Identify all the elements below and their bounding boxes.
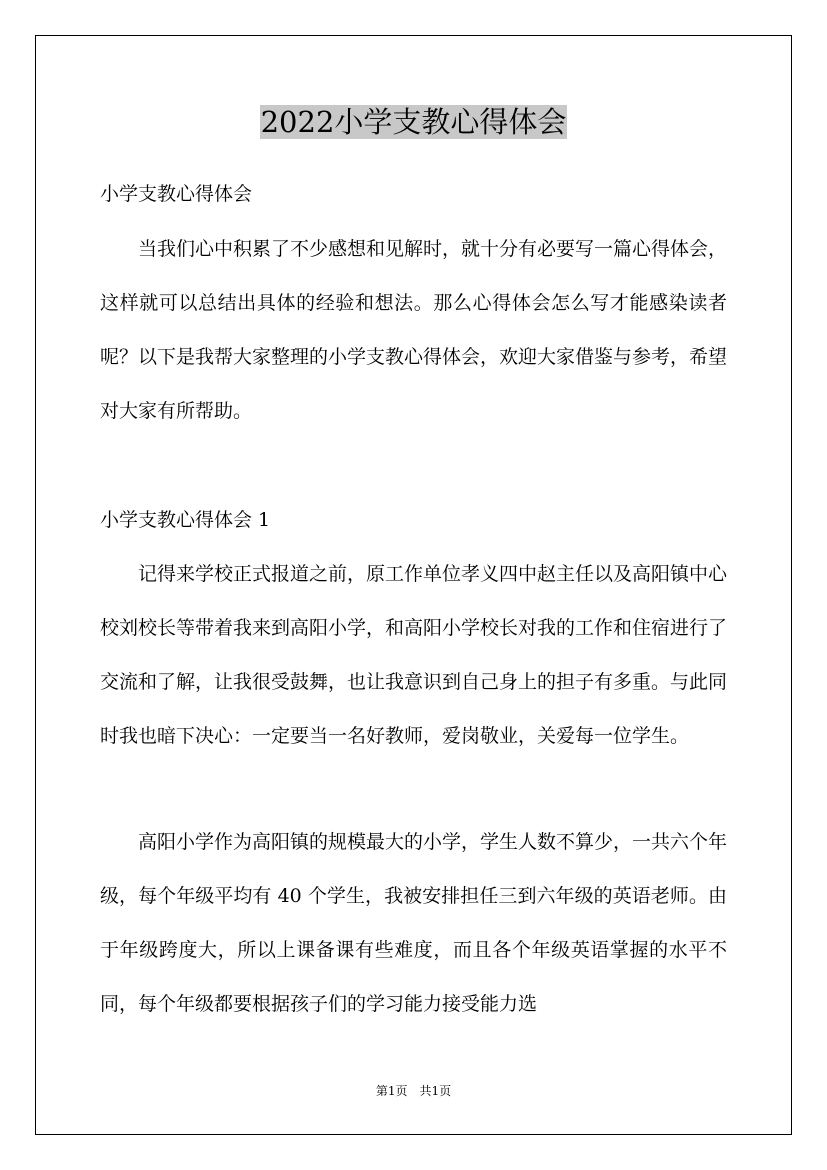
intro-paragraph: 当我们心中积累了不少感想和见解时，就十分有必要写一篇心得体会，这样就可以总结出具体的经验和想法。那么心得体会怎么写才能感染读者呢？以下是我帮大家整理的小学支教心得体会，欢迎大家借鉴与参考，希望对大家有所帮助。 [100,238,728,422]
section-heading: 小学支教心得体会 1 [100,509,271,531]
document-title-text: 2022小学支教心得体会 [260,105,567,139]
page-footer: 第1页 共1页 [375,1084,452,1098]
body-paragraph: 高阳小学作为高阳镇的规模最大的小学，学生人数不算少，一共六个年级，每个年级平均有 40 个学生，我被安排担任三到六年级的英语老师。由于年级跨度大，所以上课备课有些难度，而且各个年级英语掌握的水平不同，每个年级都要根据孩子们的学习能力接受能力选 [100,831,728,1015]
document-title [0,100,827,144]
body-paragraph: 记得来学校正式报道之前，原工作单位孝义四中赵主任以及高阳镇中心校刘校长等带着我来到高阳小学，和高阳小学校长对我的工作和住宿进行了交流和了解，让我很受鼓舞，也让我意识到自己身上的担子有多重。与此同时我也暗下决心：一定要当一名好教师，爱岗敬业，关爱每一位学生。 [100,563,728,747]
intro-heading: 小学支教心得体会 [100,183,253,205]
